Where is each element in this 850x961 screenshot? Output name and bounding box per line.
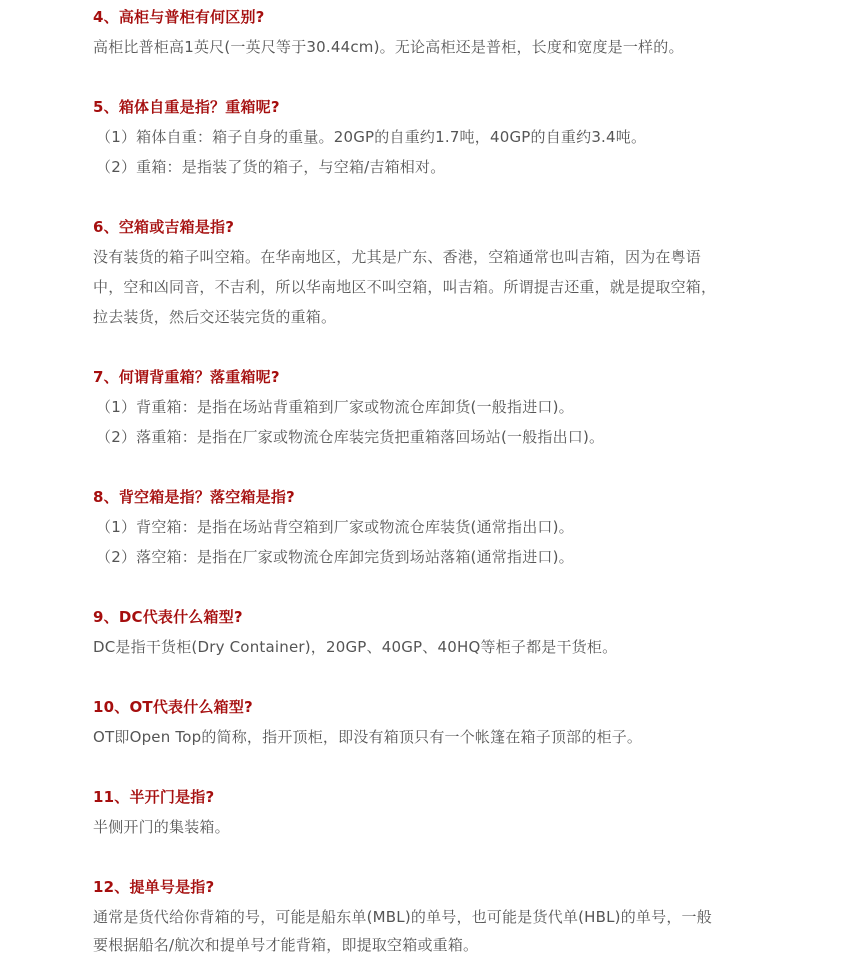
section-5-heading: 5、箱体自重是指？重箱呢? — [93, 98, 280, 116]
section-11-line-1: 半侧开门的集装箱。 — [93, 818, 230, 836]
section-10-heading: 10、OT代表什么箱型? — [93, 698, 253, 716]
section-6-line-3: 拉去装货，然后交还装完货的重箱。 — [93, 308, 337, 326]
section-12-line-1: 通常是货代给你背箱的号，可能是船东单(MBL)的单号，也可能是货代单(HBL)的单号，一般 — [93, 908, 712, 926]
section-12-line-2: 要根据船名/航次和提单号才能背箱，即提取空箱或重箱。 — [93, 936, 479, 954]
section-9-heading: 9、DC代表什么箱型? — [93, 608, 243, 626]
section-8-heading: 8、背空箱是指？落空箱是指? — [93, 488, 295, 506]
section-7-line-1: （1）背重箱：是指在场站背重箱到厂家或物流仓库卸货(一般指进口)。 — [96, 398, 574, 416]
section-7-heading: 7、何谓背重箱？落重箱呢? — [93, 368, 280, 386]
section-5-line-2: （2）重箱：是指装了货的箱子，与空箱/吉箱相对。 — [96, 158, 446, 176]
section-6-line-1: 没有装货的箱子叫空箱。在华南地区，尤其是广东、香港，空箱通常也叫吉箱，因为在粤语 — [93, 248, 702, 266]
section-6-heading: 6、空箱或吉箱是指? — [93, 218, 235, 236]
section-9-line-1: DC是指干货柜(Dry Container)，20GP、40GP、40HQ等柜子都是干货柜。 — [93, 638, 618, 656]
section-10-line-1: OT即Open Top的简称，指开顶柜，即没有箱顶只有一个帐篷在箱子顶部的柜子。 — [93, 728, 643, 746]
section-4-line-1: 高柜比普柜高1英尺(一英尺等于30.44cm)。无论高柜还是普柜，长度和宽度是一样的。 — [93, 38, 684, 56]
section-5-line-1: （1）箱体自重：箱子自身的重量。20GP的自重约1.7吨，40GP的自重约3.4吨。 — [96, 128, 647, 146]
section-11-heading: 11、半开门是指? — [93, 788, 215, 806]
section-8-line-2: （2）落空箱：是指在厂家或物流仓库卸完货到场站落箱(通常指进口)。 — [96, 548, 574, 566]
section-4-heading: 4、高柜与普柜有何区别? — [93, 8, 265, 26]
section-7-line-2: （2）落重箱：是指在厂家或物流仓库装完货把重箱落回场站(一般指出口)。 — [96, 428, 605, 446]
section-6-line-2: 中，空和凶同音，不吉利，所以华南地区不叫空箱，叫吉箱。所谓提吉还重，就是提取空箱， — [93, 278, 717, 296]
section-12-heading: 12、提单号是指? — [93, 878, 215, 896]
section-8-line-1: （1）背空箱：是指在场站背空箱到厂家或物流仓库装货(通常指出口)。 — [96, 518, 574, 536]
